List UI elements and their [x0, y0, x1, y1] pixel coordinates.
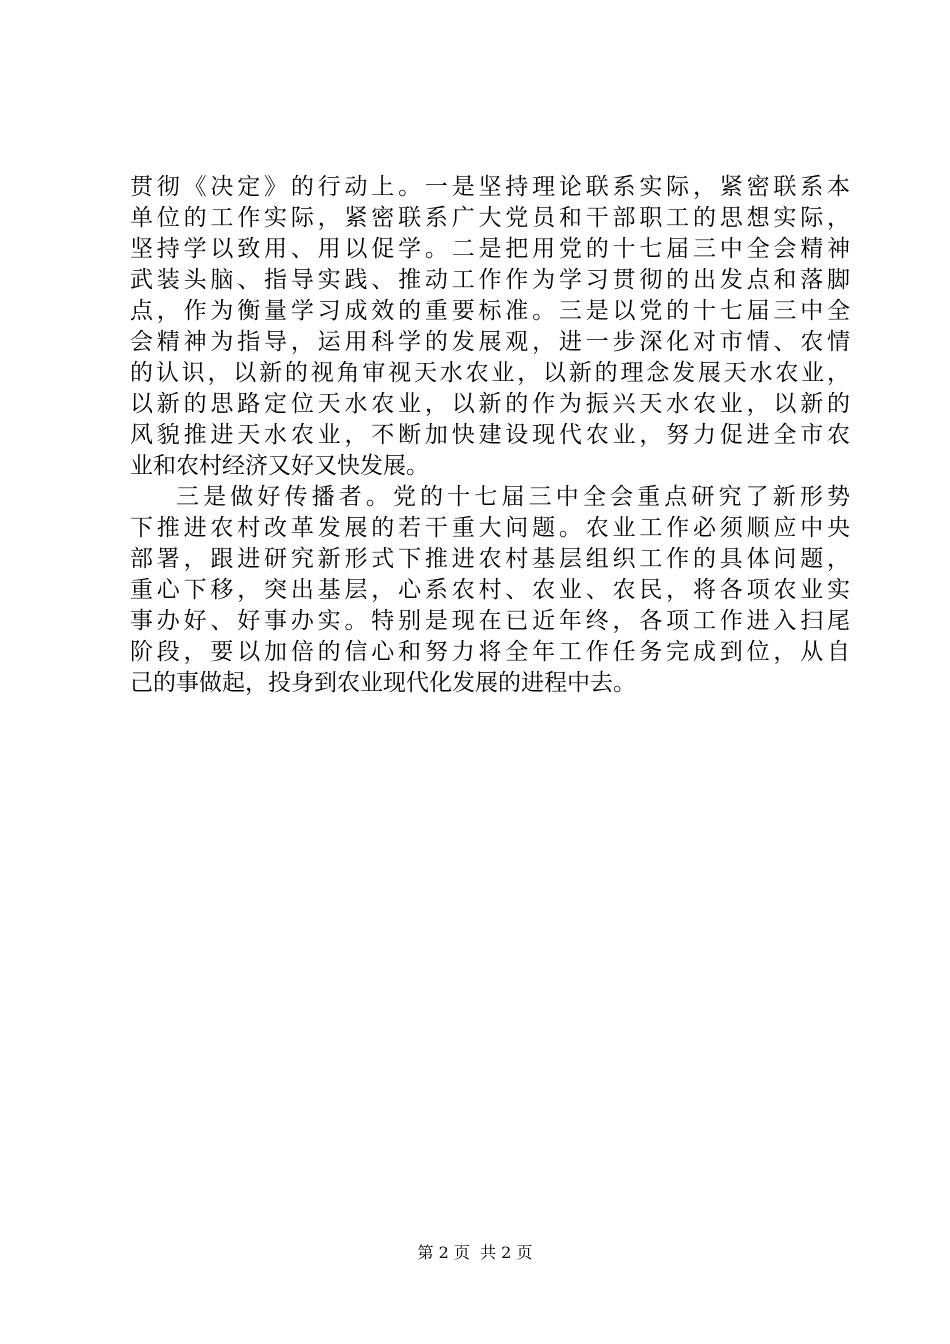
body-text: [130, 172, 850, 699]
text-line: 会精神为指导，运用科学的发展观，进一步深化对市情、农情: [130, 329, 850, 355]
text-line: 单位的工作实际，紧密联系广大党员和干部职工的思想实际，: [130, 205, 850, 231]
text-line: 下推进农村改革发展的若干重大问题。农业工作必须顺应中央: [130, 515, 850, 541]
text-line: 己的事做起，投身到农业现代化发展的进程中去。: [130, 670, 636, 696]
text-line: 阶段，要以加倍的信心和努力将全年工作任务完成到位，从自: [130, 639, 850, 665]
text-line: 业和农村经济又好又快发展。: [130, 453, 429, 479]
page-number-footer: 第 2 页 共 2 页: [417, 1243, 533, 1262]
paragraph-1: [130, 172, 850, 482]
text-line: 部署，跟进研究新形式下推进农村基层组织工作的具体问题，: [130, 546, 850, 572]
text-line: 点，作为衡量学习成效的重要标准。三是以党的十七届三中全: [130, 298, 850, 324]
text-line: 重心下移，突出基层，心系农村、农业、农民，将各项农业实: [130, 577, 850, 603]
text-line: 以新的思路定位天水农业，以新的作为振兴天水农业，以新的: [130, 391, 850, 417]
text-line: 事办好、好事办实。特别是现在已近年终，各项工作进入扫尾: [130, 608, 850, 634]
text-line: 三是做好传播者。党的十七届三中全会重点研究了新形势: [176, 484, 850, 510]
text-line: 坚持学以致用、用以促学。二是把用党的十七届三中全会精神: [130, 236, 850, 262]
text-line: 风貌推进天水农业，不断加快建设现代农业，努力促进全市农: [130, 422, 850, 448]
paragraph-2: [130, 482, 850, 699]
text-line: 武装头脑、指导实践、推动工作作为学习贯彻的出发点和落脚: [130, 267, 850, 293]
text-line: 贯彻《决定》的行动上。一是坚持理论联系实际，紧密联系本: [130, 174, 850, 200]
text-line: 的认识，以新的视角审视天水农业，以新的理念发展天水农业，: [130, 360, 850, 386]
